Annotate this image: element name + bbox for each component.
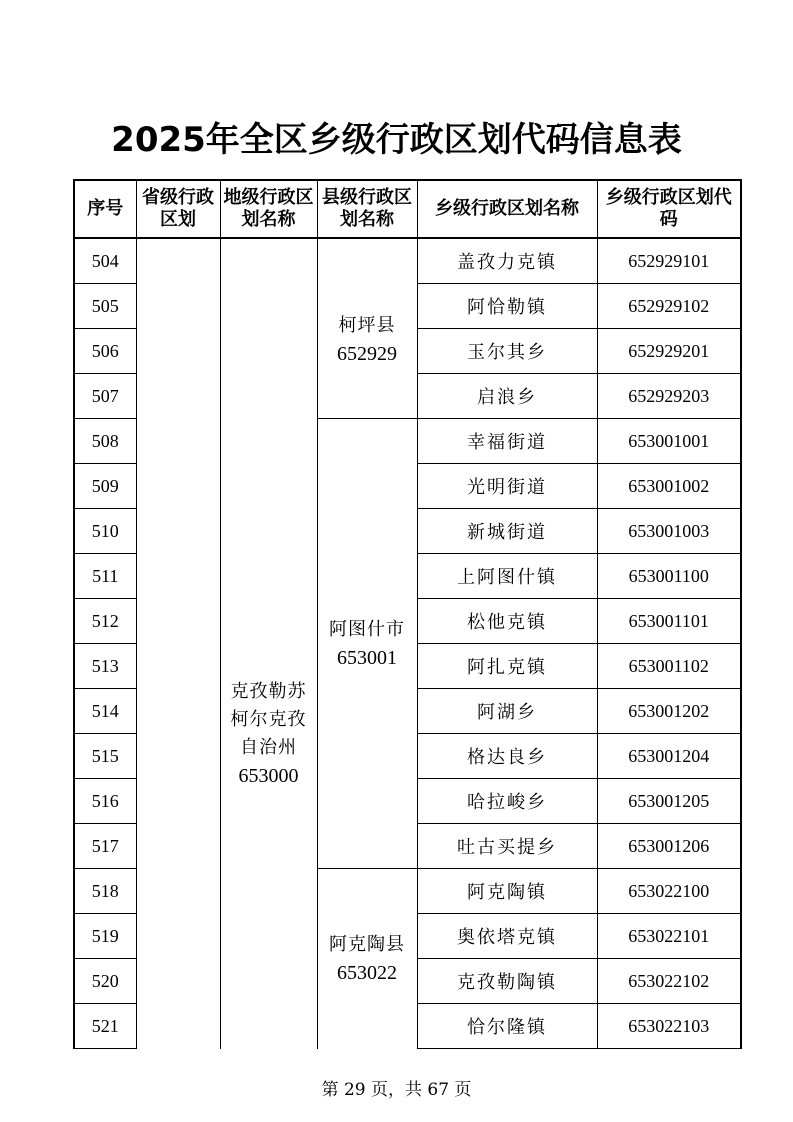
county-cell <box>317 869 417 1049</box>
town-name-cell: 奥依塔克镇 <box>417 914 597 959</box>
town-name-cell: 阿扎克镇 <box>417 644 597 689</box>
page-footer: 第 29 页，共 67 页 <box>321 1080 472 1100</box>
town-name-cell: 吐古买提乡 <box>417 824 597 869</box>
seq-cell: 521 <box>74 1004 136 1049</box>
town-name-cell: 启浪乡 <box>417 374 597 419</box>
town-code-cell: 653001204 <box>597 734 741 779</box>
town-name-cell: 幸福街道 <box>417 419 597 464</box>
seq-cell: 506 <box>74 329 136 374</box>
town-name-cell: 光明街道 <box>417 464 597 509</box>
town-code-cell: 653001206 <box>597 824 741 869</box>
town-code-cell: 653001205 <box>597 779 741 824</box>
seq-cell: 505 <box>74 284 136 329</box>
prefecture-name-line2: 柯尔克孜 <box>230 708 307 730</box>
town-code-cell: 653022100 <box>597 869 741 914</box>
table-row <box>74 238 741 284</box>
town-name-cell: 盖孜力克镇 <box>417 238 597 284</box>
town-code-cell: 653001003 <box>597 509 741 554</box>
seq-cell: 511 <box>74 554 136 599</box>
seq-cell: 520 <box>74 959 136 1004</box>
county-code: 653001 <box>337 646 397 669</box>
county-code: 653022 <box>337 961 397 984</box>
town-name-cell: 恰尔隆镇 <box>417 1004 597 1049</box>
table-header-row <box>74 180 741 238</box>
town-code-cell: 653001002 <box>597 464 741 509</box>
header-town: 乡级行政区划名称 <box>417 180 597 238</box>
header-province: 省级行政区划 <box>136 180 220 238</box>
county-name: 阿克陶县 <box>329 933 405 955</box>
seq-cell: 519 <box>74 914 136 959</box>
town-code-cell: 653001102 <box>597 644 741 689</box>
seq-cell: 507 <box>74 374 136 419</box>
prefecture-name-line3: 自治州 <box>240 736 297 758</box>
page-title: 2025年全区乡级行政区划代码信息表 <box>111 120 682 160</box>
seq-cell: 512 <box>74 599 136 644</box>
prefecture-cell <box>220 419 317 1049</box>
county-name: 阿图什市 <box>329 618 405 640</box>
seq-cell: 517 <box>74 824 136 869</box>
header-seq: 序号 <box>74 180 136 238</box>
division-code-table <box>73 179 742 1049</box>
town-name-cell: 阿恰勒镇 <box>417 284 597 329</box>
seq-cell: 518 <box>74 869 136 914</box>
town-name-cell: 阿湖乡 <box>417 689 597 734</box>
seq-cell: 508 <box>74 419 136 464</box>
county-cell <box>317 238 417 419</box>
seq-cell: 509 <box>74 464 136 509</box>
town-name-cell: 哈拉峻乡 <box>417 779 597 824</box>
town-code-cell: 652929102 <box>597 284 741 329</box>
town-name-cell: 上阿图什镇 <box>417 554 597 599</box>
town-code-cell: 653001202 <box>597 689 741 734</box>
seq-cell: 516 <box>74 779 136 824</box>
header-code: 乡级行政区划代码 <box>597 180 741 238</box>
town-code-cell: 653001001 <box>597 419 741 464</box>
town-code-cell: 652929201 <box>597 329 741 374</box>
prefecture-name-line1: 克孜勒苏 <box>230 680 307 702</box>
town-code-cell: 653022101 <box>597 914 741 959</box>
prefecture-cell-empty <box>220 238 317 419</box>
town-code-cell: 652929101 <box>597 238 741 284</box>
town-code-cell: 652929203 <box>597 374 741 419</box>
town-name-cell: 玉尔其乡 <box>417 329 597 374</box>
seq-cell: 510 <box>74 509 136 554</box>
town-code-cell: 653001101 <box>597 599 741 644</box>
town-code-cell: 653001100 <box>597 554 741 599</box>
seq-cell: 515 <box>74 734 136 779</box>
town-name-cell: 克孜勒陶镇 <box>417 959 597 1004</box>
seq-cell: 514 <box>74 689 136 734</box>
seq-cell: 504 <box>74 238 136 284</box>
header-county: 县级行政区划名称 <box>317 180 417 238</box>
town-code-cell: 653022102 <box>597 959 741 1004</box>
town-code-cell: 653022103 <box>597 1004 741 1049</box>
seq-cell: 513 <box>74 644 136 689</box>
county-name: 柯坪县 <box>338 314 396 336</box>
town-name-cell: 新城街道 <box>417 509 597 554</box>
town-name-cell: 阿克陶镇 <box>417 869 597 914</box>
town-name-cell: 松他克镇 <box>417 599 597 644</box>
prefecture-code: 653000 <box>238 764 299 787</box>
county-cell <box>317 419 417 869</box>
province-cell <box>136 238 220 1049</box>
header-prefecture: 地级行政区划名称 <box>220 180 317 238</box>
town-name-cell: 格达良乡 <box>417 734 597 779</box>
county-code: 652929 <box>337 342 397 365</box>
